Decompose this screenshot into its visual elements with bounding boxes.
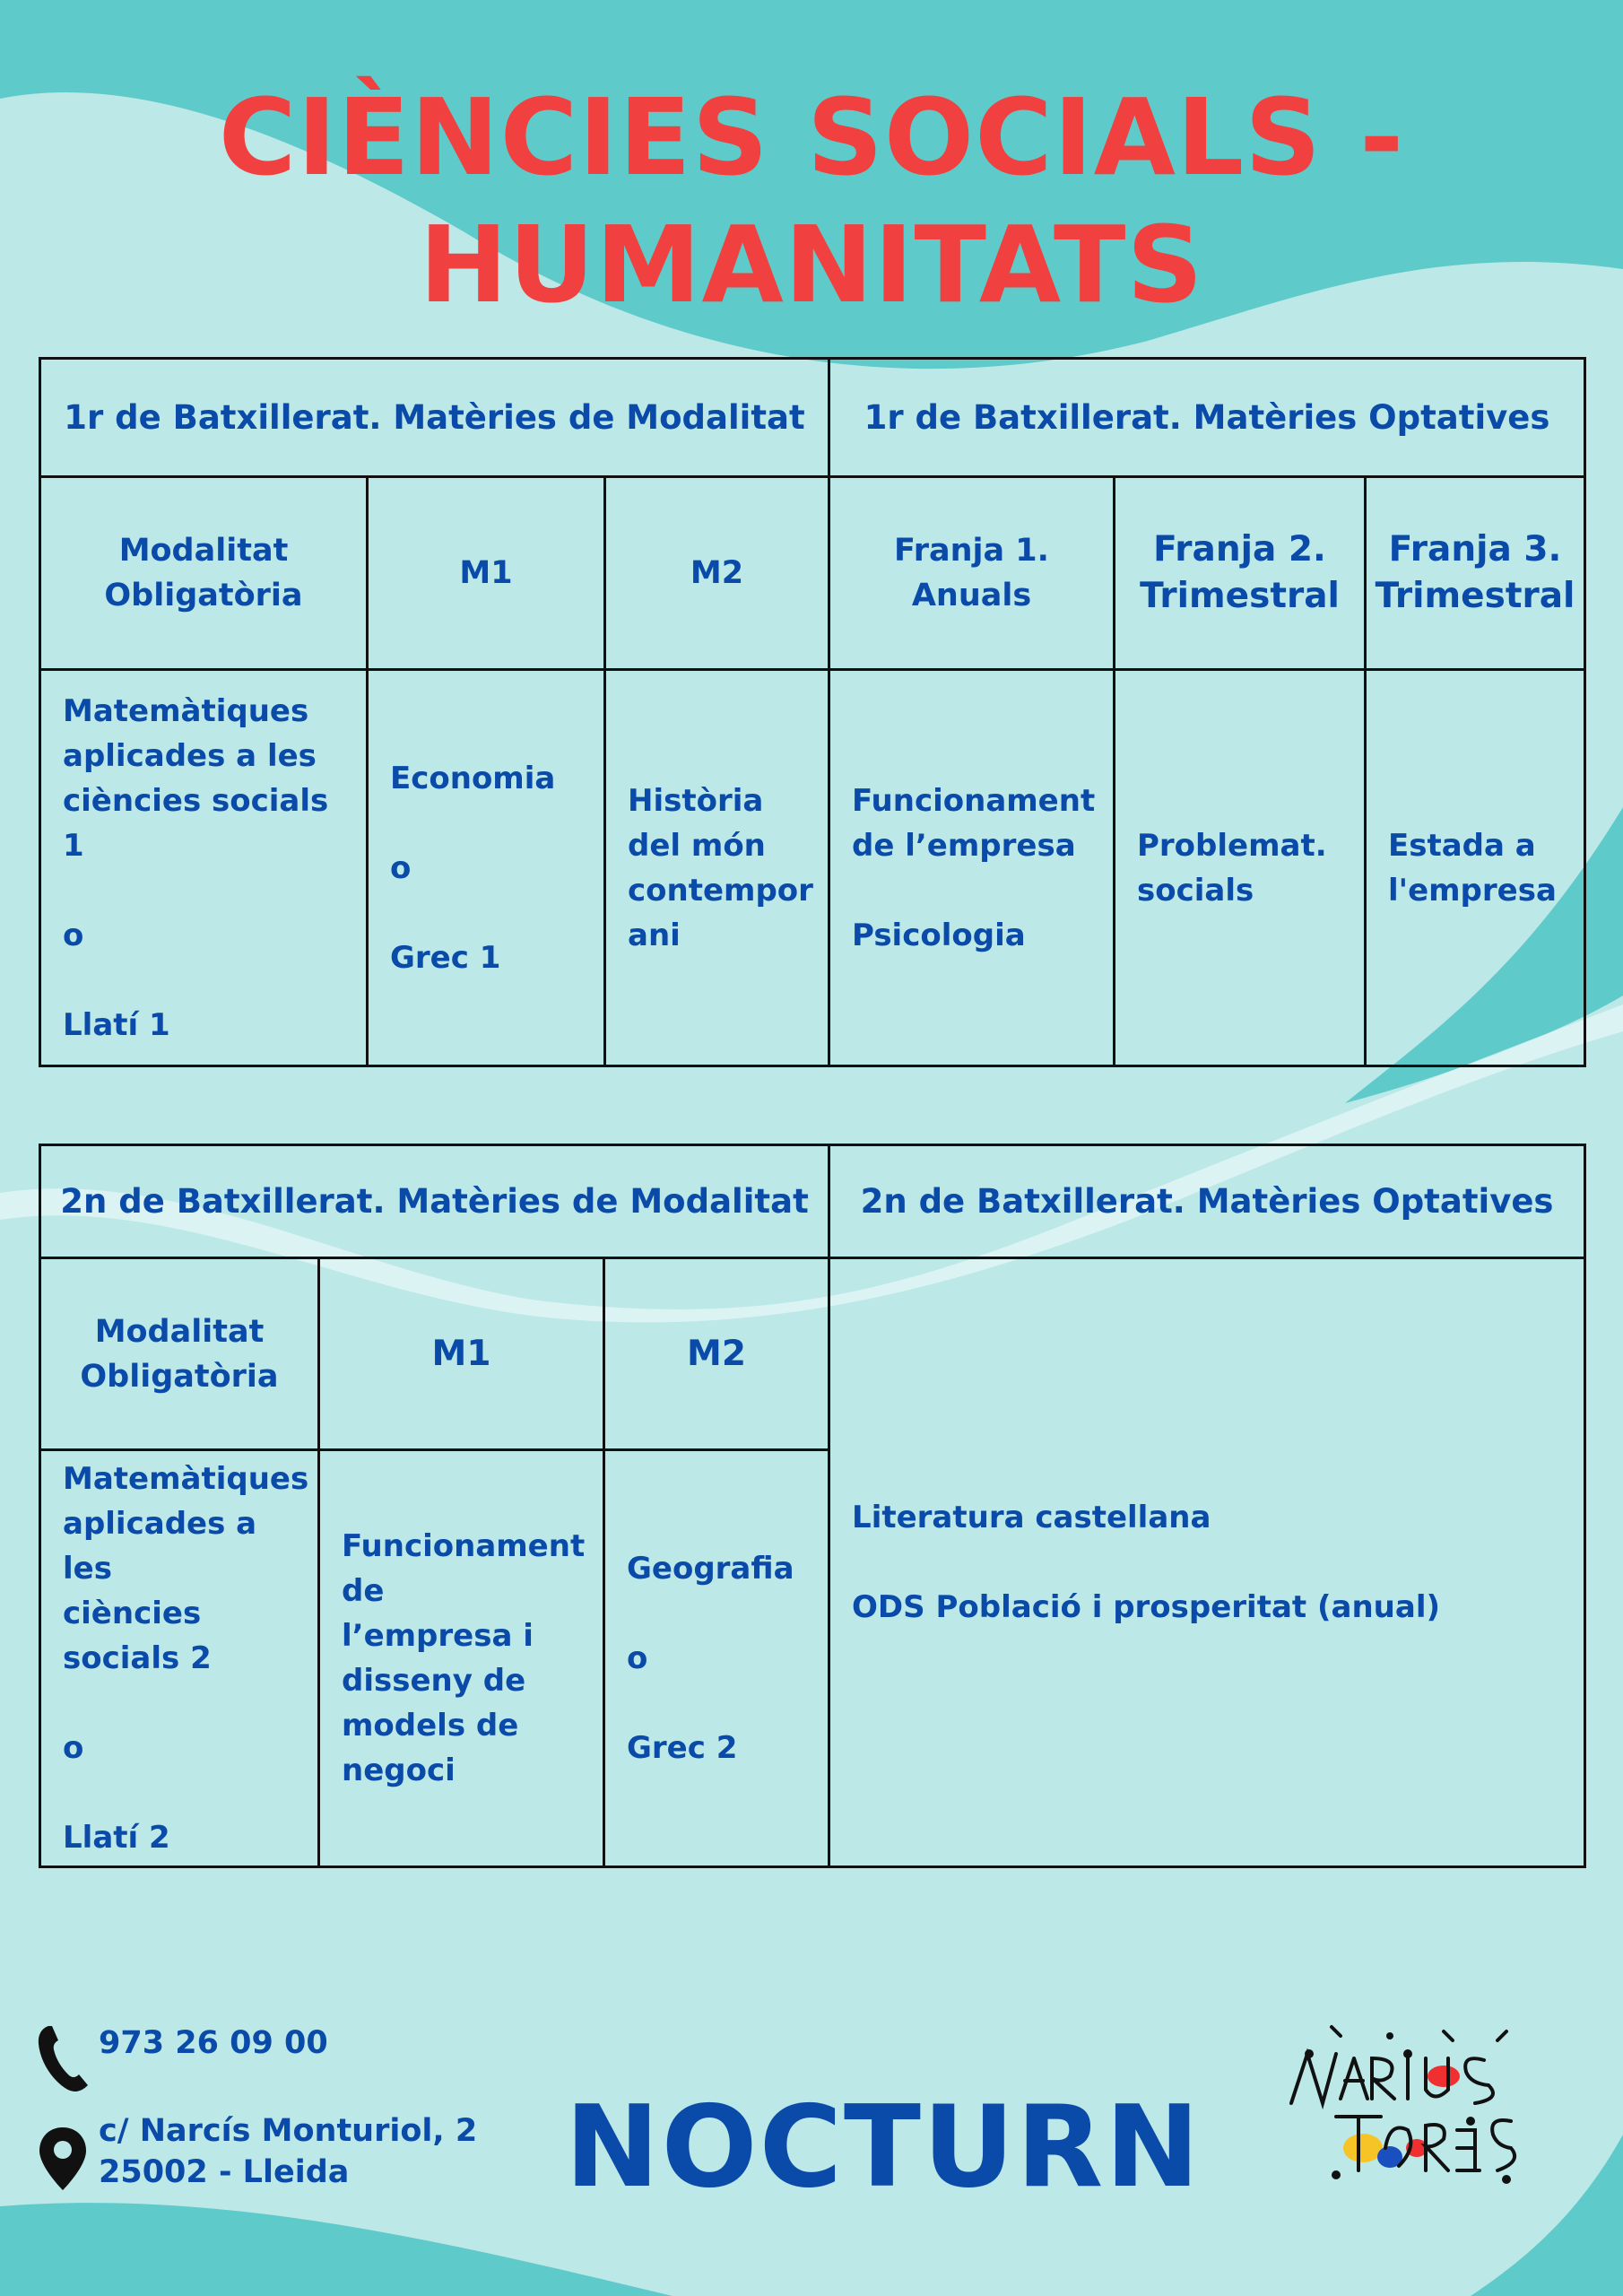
table1-cell-m1: Economia o Grec 1: [368, 670, 605, 1066]
nocturn-label: NOCTURN: [565, 2081, 1202, 2213]
table2-col-modalitat-obligatoria: Modalitat Obligatòria: [40, 1258, 319, 1450]
table1-col-m1: M1: [368, 477, 605, 670]
table1-cell-modalitat: Matemàtiques aplicades a les ciències socials 1 o Llatí 1: [40, 670, 368, 1066]
phone-number: 973 26 09 00: [99, 2025, 328, 2061]
phone-icon: [36, 2022, 91, 2094]
location-pin-icon: [36, 2126, 90, 2192]
table2-col-m2: M2: [604, 1258, 829, 1450]
title-line-2: HUMANITATS: [419, 203, 1204, 326]
address-line-2: 25002 - Lleida: [99, 2154, 350, 2190]
table1-col-modalitat-obligatoria: Modalitat Obligatòria: [40, 477, 368, 670]
table2-optatives-cell: Literatura castellana ODS Població i prosperitat (anual): [829, 1258, 1585, 1867]
table1-col-franja-1: Franja 1. Anuals: [829, 477, 1115, 670]
table1-col-m2: M2: [605, 477, 829, 670]
table2-cell-modalitat: Matemàtiques aplicades a les ciències socials 2 o Llatí 2: [40, 1450, 319, 1867]
table1-col-franja-2: Franja 2. Trimestral: [1115, 477, 1366, 670]
address: [99, 2110, 477, 2193]
table1-header-modalitat: 1r de Batxillerat. Matèries de Modalitat: [40, 359, 829, 477]
page-title: [0, 74, 1623, 328]
address-line-1: c/ Narcís Monturiol, 2: [99, 2113, 478, 2149]
marius-torres-logo: [1282, 2013, 1529, 2193]
table1-cell-franja-3: Estada a l'empresa: [1366, 670, 1585, 1066]
table2-cell-m1: Funcionament de l’empresa i disseny de models de negoci: [319, 1450, 604, 1867]
table2-cell-m2: Geografia o Grec 2: [604, 1450, 829, 1867]
second-year-table: [39, 1144, 1586, 1868]
title-line-1: CIÈNCIES SOCIALS -: [218, 75, 1405, 199]
table1-cell-franja-1: Funcionament de l’empresa Psicologia: [829, 670, 1115, 1066]
first-year-table: [39, 357, 1586, 1067]
table1-header-optatives: 1r de Batxillerat. Matèries Optatives: [829, 359, 1585, 477]
table1-col-franja-3: Franja 3. Trimestral: [1366, 477, 1585, 670]
table2-col-m1: M1: [319, 1258, 604, 1450]
table2-header-modalitat: 2n de Batxillerat. Matèries de Modalitat: [40, 1145, 829, 1258]
table2-header-optatives: 2n de Batxillerat. Matèries Optatives: [829, 1145, 1585, 1258]
table1-cell-m2: Història del món contempor ani: [605, 670, 829, 1066]
table1-cell-franja-2: Problemat. socials: [1115, 670, 1366, 1066]
